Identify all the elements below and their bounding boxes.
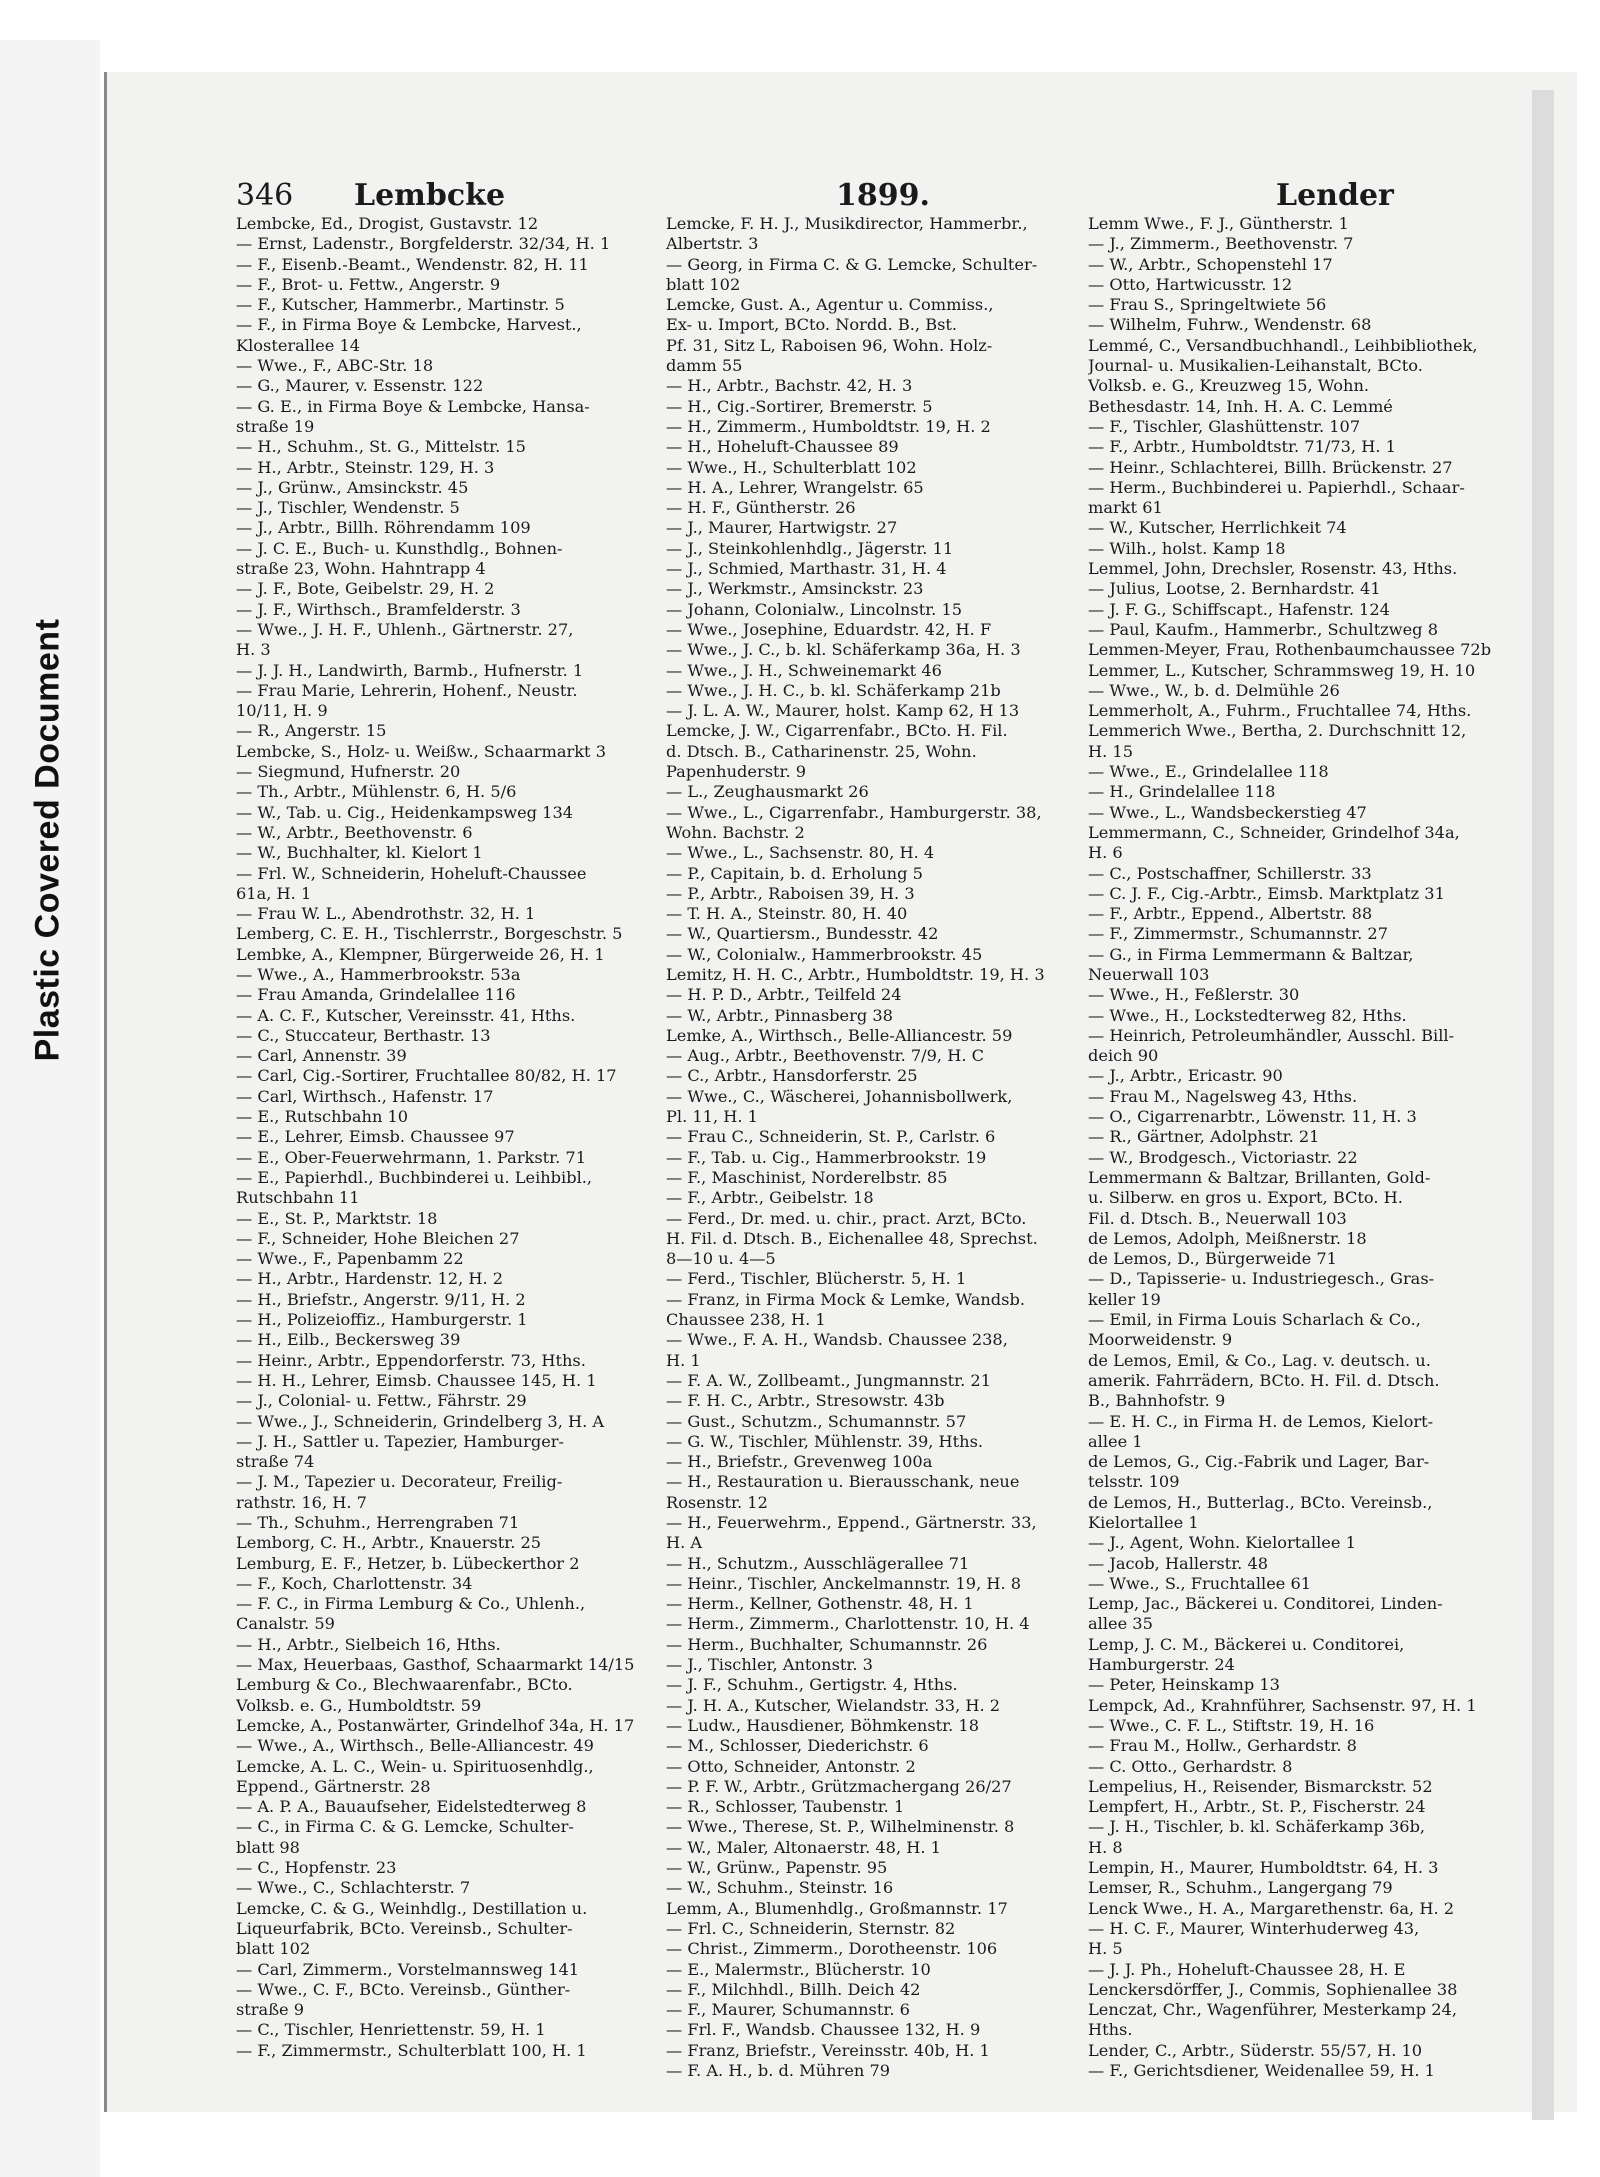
directory-entry: — Frau C., Schneiderin, St. P., Carlstr. 6 [666,1127,996,1147]
directory-entry: — H., Hoheluft-Chaussee 89 [666,437,899,457]
directory-entry: — W., Maler, Altonaerstr. 48, H. 1 [666,1837,941,1857]
directory-entry: — Herm., Kellner, Gothenstr. 48, H. 1 [666,1594,974,1614]
directory-entry: — Frl. C., Schneiderin, Sternstr. 82 [666,1918,956,1938]
directory-entry: Lemcke, F. H. J., Musikdirector, Hammerbr., [666,214,1028,233]
directory-entry: — J. C. E., Buch- u. Kunsthdlg., Bohnen- [236,538,563,558]
directory-entry: — R., Angerstr. 15 [236,721,387,741]
directory-column-2 [666,214,1096,2081]
page-header [236,178,1436,214]
directory-entry: — Th., Schuhm., Herrengraben 71 [236,1513,520,1532]
directory-entry: Albertstr. 3 [666,234,759,254]
directory-entry: — Georg, in Firma C. & G. Lemcke, Schulter- [666,254,1038,274]
directory-entry: — C. J. F., Cig.-Arbtr., Eimsb. Marktplatz 31 [1088,883,1445,903]
directory-entry: — J. F., Schuhm., Gertigstr. 4, Hths. [666,1675,958,1695]
directory-entry: — H., Arbtr., Bachstr. 42, H. 3 [666,376,913,396]
directory-entry: — Franz, in Firma Mock & Lemke, Wandsb. [666,1289,1025,1309]
directory-entry: — H. C. F., Maurer, Winterhuderweg 43, [1088,1918,1420,1938]
page-edge-shadow [1532,90,1554,2120]
directory-entry: H. 6 [1088,843,1123,863]
directory-entry: — Carl, Cig.-Sortirer, Fruchtallee 80/82, H. 17 [236,1066,617,1086]
directory-entry: — J., Tischler, Wendenstr. 5 [236,498,460,518]
directory-entry: Lemmen-Meyer, Frau, Rothenbaumchaussee 72b [1088,640,1492,660]
directory-entry: — J. J. H., Landwirth, Barmb., Hufnerstr. 1 [236,660,584,680]
directory-entry: allee 35 [1088,1614,1153,1634]
directory-entry: straße 23, Wohn. Hahntrapp 4 [236,559,486,579]
directory-entry: Lemcke, C. & G., Weinhdlg., Destillation u. [236,1898,588,1918]
directory-entry: blatt 98 [236,1837,300,1857]
directory-entry: — F. A. H., b. d. Mühren 79 [666,2061,891,2081]
directory-entry: Bethesdastr. 14, Inh. H. A. C. Lemmé [1088,396,1393,416]
directory-entry: — W., Grünw., Papenstr. 95 [666,1858,888,1878]
directory-entry: — Wwe., J. C., b. kl. Schäferkamp 36a, H. 3 [666,640,1021,660]
directory-entry: — Wwe., E., Grindelallee 118 [1088,762,1329,782]
directory-entry: — J. F., Bote, Geibelstr. 29, H. 2 [236,579,495,599]
directory-entry: — Herm., Buchhalter, Schumannstr. 26 [666,1634,988,1654]
directory-entry: straße 9 [236,2000,305,2020]
directory-entry: — E., St. P., Marktstr. 18 [236,1208,438,1228]
directory-entry: — J. H., Tischler, b. kl. Schäferkamp 36b, [1088,1817,1426,1837]
directory-entry: — W., Kutscher, Herrlichkeit 74 [1088,518,1347,538]
directory-entry: — C., Hopfenstr. 23 [236,1858,397,1878]
directory-entry: — Wwe., J. H. F., Uhlenh., Gärtnerstr. 27, [236,619,574,639]
directory-entry: — C., Arbtr., Hansdorferstr. 25 [666,1066,918,1086]
directory-entry: keller 19 [1088,1289,1161,1309]
directory-entry: — F., Arbtr., Geibelstr. 18 [666,1188,874,1208]
directory-entry: — Ludw., Hausdiener, Böhmkenstr. 18 [666,1715,980,1735]
directory-entry: — Herm., Buchbinderei u. Papierhdl., Schaar- [1088,477,1465,497]
directory-entry: damm 55 [666,356,743,376]
directory-entry: — Wwe., H., Schulterblatt 102 [666,457,917,477]
directory-entry: — F., Arbtr., Eppend., Albertstr. 88 [1088,904,1373,924]
directory-entry: Lemmer, L., Kutscher, Schrammsweg 19, H. 10 [1088,660,1476,680]
directory-entry: — Ferd., Tischler, Blücherstr. 5, H. 1 [666,1269,967,1289]
directory-entry: Canalstr. 59 [236,1614,335,1634]
directory-entry: — J. F., Wirthsch., Bramfelderstr. 3 [236,599,521,619]
directory-entry: — G. E., in Firma Boye & Lembcke, Hansa- [236,396,590,416]
directory-entry: — F., Kutscher, Hammerbr., Martinstr. 5 [236,295,565,315]
directory-entry: — Emil, in Firma Louis Scharlach & Co., [1088,1310,1421,1330]
directory-entry: — Herm., Zimmerm., Charlottenstr. 10, H. 4 [666,1614,1030,1634]
directory-entry: Lempck, Ad., Krahnführer, Sachsenstr. 97, H. 1 [1088,1695,1477,1715]
header-left-word: Lembcke [354,178,506,213]
directory-entry: — F., Tischler, Glashüttenstr. 107 [1088,416,1361,436]
directory-entry: — Frl. F., Wandsb. Chaussee 132, H. 9 [666,2020,981,2040]
directory-entry: — Th., Arbtr., Mühlenstr. 6, H. 5/6 [236,782,517,802]
directory-entry: — Heinr., Arbtr., Eppendorferstr. 73, Hths. [236,1350,586,1370]
directory-entry: blatt 102 [666,274,741,294]
header-year: 1899. [836,178,930,213]
directory-entry: de Lemos, G., Cig.-Fabrik und Lager, Bar- [1088,1452,1430,1472]
directory-entry: Lenck Wwe., H. A., Margarethenstr. 6a, H. 2 [1088,1898,1455,1918]
directory-entry: — J. F. G., Schiffscapt., Hafenstr. 124 [1088,599,1390,619]
directory-entry: — F., Milchhdl., Billh. Deich 42 [666,1979,921,1999]
directory-entry: H. 1 [666,1350,701,1370]
directory-entry: Neuerwall 103 [1088,964,1210,984]
directory-entry: Lemmerholt, A., Fuhrm., Fruchtallee 74, Hths. [1088,701,1472,721]
directory-entry: — H., Briefstr., Angerstr. 9/11, H. 2 [236,1289,526,1309]
directory-entry: — Wwe., Therese, St. P., Wilhelminenstr. 8 [666,1817,1015,1837]
directory-entry: Volksb. e. G., Humboldtstr. 59 [236,1695,482,1715]
directory-entry: — Wilh., holst. Kamp 18 [1088,538,1286,558]
directory-entry: — E., Papierhdl., Buchbinderei u. Leihbibl., [236,1167,593,1187]
directory-entry: — F., in Firma Boye & Lembcke, Harvest., [236,315,582,335]
directory-entry: Lempin, H., Maurer, Humboldtstr. 64, H. 3 [1088,1858,1439,1878]
directory-entry: d. Dtsch. B., Catharinenstr. 25, Wohn. [666,741,977,761]
directory-entry: — W., Quartiersm., Bundesstr. 42 [666,924,939,944]
directory-entry: straße 19 [236,416,315,436]
directory-entry: — W., Colonialw., Hammerbrookstr. 45 [666,944,983,964]
directory-entry: de Lemos, Adolph, Meißnerstr. 18 [1088,1228,1367,1248]
directory-entry: Papenhuderstr. 9 [666,762,807,782]
directory-entry: B., Bahnhofstr. 9 [1088,1391,1226,1411]
directory-entry: — Wwe., A., Hammerbrookstr. 53a [236,964,521,984]
directory-entry: Lembke, A., Klempner, Bürgerweide 26, H. 1 [236,944,605,964]
directory-entry: Lemmel, John, Drechsler, Rosenstr. 43, Hths. [1088,559,1458,579]
directory-entry: — J. H., Sattler u. Tapezier, Hamburger- [236,1431,564,1451]
directory-entry: — F., Arbtr., Humboldtstr. 71/73, H. 1 [1088,437,1396,457]
directory-entry: — Wwe., F., Papenbamm 22 [236,1249,464,1269]
directory-entry: — L., Zeughausmarkt 26 [666,782,869,802]
directory-entry: — J., Schmied, Marthastr. 31, H. 4 [666,559,947,579]
directory-entry: — J. M., Tapezier u. Decorateur, Freilig- [236,1472,563,1492]
directory-entry: Lemser, R., Schuhm., Langergang 79 [1088,1878,1393,1898]
directory-entry: Rutschbahn 11 [236,1188,360,1208]
directory-entry: de Lemos, H., Butterlag., BCto. Vereinsb., [1088,1492,1433,1512]
directory-entry: de Lemos, Emil, & Co., Lag. v. deutsch. u. [1088,1350,1431,1370]
directory-entry: — H. F., Güntherstr. 26 [666,498,856,518]
directory-entry: Lender, C., Arbtr., Süderstr. 55/57, H. 10 [1088,2040,1423,2060]
directory-entry: — A. C. F., Kutscher, Vereinsstr. 41, Hths. [236,1005,576,1025]
directory-entry: — Wwe., L., Cigarrenfabr., Hamburgerstr. 38, [666,802,1042,822]
directory-entry: — Frau M., Hollw., Gerhardstr. 8 [1088,1736,1357,1756]
directory-entry: — H. A., Lehrer, Wrangelstr. 65 [666,477,924,497]
directory-entry: — Gust., Schutzm., Schumannstr. 57 [666,1411,967,1431]
directory-entry: Klosterallee 14 [236,335,361,355]
directory-entry: amerik. Fahrrädern, BCto. H. Fil. d. Dtsch. [1088,1370,1440,1390]
directory-entry: — Siegmund, Hufnerstr. 20 [236,762,461,782]
directory-entry: — Franz, Briefstr., Vereinsstr. 40b, H. 1 [666,2040,990,2060]
directory-entry: — F., Brot- u. Fettw., Angerstr. 9 [236,274,501,294]
directory-entry: — D., Tapisserie- u. Industriegesch., Gras- [1088,1269,1435,1289]
directory-entry: — J., Arbtr., Billh. Röhrendamm 109 [236,518,531,538]
directory-entry: — T. H. A., Steinstr. 80, H. 40 [666,904,908,924]
directory-entry: — C., in Firma C. & G. Lemcke, Schulter- [236,1817,574,1837]
directory-entry: — Peter, Heinskamp 13 [1088,1675,1280,1695]
directory-entry: — G., in Firma Lemmermann & Baltzar, [1088,944,1414,964]
directory-entry: — F., Eisenb.-Beamt., Wendenstr. 82, H. 11 [236,254,589,274]
plastic-covered-label [18,560,78,1120]
directory-entry: — Wwe., C. F., BCto. Vereinsb., Günther- [236,1979,571,1999]
directory-entry: Hths. [1088,2020,1133,2040]
directory-entry: Lemmerich Wwe., Bertha, 2. Durchschnitt 12, [1088,721,1467,741]
directory-entry: — H. P. D., Arbtr., Teilfeld 24 [666,985,902,1005]
directory-entry: — J., Grünw., Amsinckstr. 45 [236,477,469,497]
directory-entry: — F., Tab. u. Cig., Hammerbrookstr. 19 [666,1147,987,1167]
directory-entry: — J. J. Ph., Hoheluft-Chaussee 28, H. E [1088,1959,1406,1979]
directory-entry: Lemcke, A. L. C., Wein- u. Spirituosenhdlg., [236,1756,594,1776]
directory-entry: Hamburgerstr. 24 [1088,1655,1235,1675]
directory-entry: H. 8 [1088,1837,1123,1857]
directory-entry: — Wwe., J. H. C., b. kl. Schäferkamp 21b [666,680,1001,700]
directory-entry: Lemcke, J. W., Cigarrenfabr., BCto. H. Fil. [666,721,1008,741]
directory-entry: — E. H. C., in Firma H. de Lemos, Kielort- [1088,1411,1434,1431]
directory-entry: Fil. d. Dtsch. B., Neuerwall 103 [1088,1208,1347,1228]
directory-entry: — H., Briefstr., Grevenweg 100a [666,1452,933,1472]
directory-entry: — Wwe., H., Lockstedterweg 82, Hths. [1088,1005,1407,1025]
directory-entry: Lemp, Jac., Bäckerei u. Conditorei, Linden- [1088,1594,1443,1614]
directory-entry: straße 74 [236,1452,315,1472]
directory-entry: — Wwe., S., Fruchtallee 61 [1088,1573,1312,1593]
directory-entry: — F., Maschinist, Norderelbstr. 85 [666,1167,948,1187]
directory-entry: — Wwe., Josephine, Eduardstr. 42, H. F [666,619,992,639]
directory-entry: — Carl, Wirthsch., Hafenstr. 17 [236,1086,494,1106]
directory-entry: 10/11, H. 9 [236,701,328,721]
directory-entry: Rosenstr. 12 [666,1492,768,1512]
directory-entry: — H., Polizeioffiz., Hamburgerstr. 1 [236,1310,528,1330]
directory-entry: Lemke, A., Wirthsch., Belle-Alliancestr. 59 [666,1025,1013,1045]
directory-entry: — H., Schutzm., Ausschlägerallee 71 [666,1553,970,1573]
directory-entry: Liqueurfabrik, BCto. Vereinsb., Schulter- [236,1918,573,1938]
directory-entry: — H., Restauration u. Bierausschank, neue [666,1472,1020,1492]
directory-entry: Lemmé, C., Versandbuchhandl., Leihbibliothek, [1088,335,1478,355]
directory-entry: deich 90 [1088,1046,1159,1066]
directory-entry: telsstr. 109 [1088,1472,1180,1492]
directory-entry: — Wwe., C., Schlachterstr. 7 [236,1878,471,1898]
directory-entry: — Max, Heuerbaas, Gasthof, Schaarmarkt 14/15 [236,1655,635,1675]
directory-entry: — H., Feuerwehrm., Eppend., Gärtnerstr. 33, [666,1513,1037,1532]
directory-entry: — O., Cigarrenarbtr., Löwenstr. 11, H. 3 [1088,1107,1417,1127]
directory-entry: rathstr. 16, H. 7 [236,1492,367,1512]
directory-entry: — E., Malermstr., Blücherstr. 10 [666,1959,931,1979]
directory-entry: — Wwe., L., Wandsbeckerstieg 47 [1088,802,1367,822]
directory-entry: H. 3 [236,640,271,660]
directory-entry: — P. F. W., Arbtr., Grützmachergang 26/27 [666,1776,1012,1796]
directory-entry: — Heinr., Schlachterei, Billh. Brückenstr. 27 [1088,457,1453,477]
directory-entry: — Paul, Kaufm., Hammerbr., Schultzweg 8 [1088,619,1438,639]
directory-entry: — Frau Marie, Lehrerin, Hohenf., Neustr. [236,680,578,700]
directory-entry: — F., Schneider, Hohe Bleichen 27 [236,1228,520,1248]
directory-entry: — Julius, Lootse, 2. Bernhardstr. 41 [1088,579,1381,599]
directory-entry: — H. H., Lehrer, Eimsb. Chaussee 145, H. 1 [236,1370,597,1390]
directory-entry: — Ferd., Dr. med. u. chir., pract. Arzt, BCto. [666,1208,1027,1228]
directory-entry: — J., Arbtr., Ericastr. 90 [1088,1066,1283,1086]
directory-entry: — J., Werkmstr., Amsinckstr. 23 [666,579,924,599]
directory-entry: — E., Rutschbahn 10 [236,1107,409,1127]
directory-entry: — J., Steinkohlenhdlg., Jägerstr. 11 [666,538,954,558]
directory-entry: — Wwe., W., b. d. Delmühle 26 [1088,680,1340,700]
directory-entry: — J., Maurer, Hartwigstr. 27 [666,518,898,538]
directory-column-1 [236,214,666,2061]
directory-entry: — Frau Amanda, Grindelallee 116 [236,985,516,1005]
directory-entry: — P., Arbtr., Raboisen 39, H. 3 [666,883,915,903]
directory-entry: — Wwe., F. A. H., Wandsb. Chaussee 238, [666,1330,1008,1350]
directory-entry: Lemm, A., Blumenhdlg., Großmannstr. 17 [666,1898,1008,1918]
directory-entry: — Wwe., C., Wäscherei, Johannisbollwerk, [666,1086,1013,1106]
directory-entry: Moorweidenstr. 9 [1088,1330,1233,1350]
directory-entry: — H., Zimmerm., Humboldtstr. 19, H. 2 [666,416,991,436]
directory-entry: — Heinrich, Petroleumhändler, Ausschl. Bill- [1088,1025,1455,1045]
directory-entry: — F., Gerichtsdiener, Weidenallee 59, H. 1 [1088,2061,1435,2081]
directory-entry: — F. H. C., Arbtr., Stresowstr. 43b [666,1391,945,1411]
directory-entry: allee 1 [1088,1431,1143,1451]
directory-column-3 [1088,214,1518,2081]
directory-entry: Lempelius, H., Reisender, Bismarckstr. 52 [1088,1776,1433,1796]
directory-entry: Lemburg, E. F., Hetzer, b. Lübeckerthor 2 [236,1553,580,1573]
directory-entry: 8—10 u. 4—5 [666,1249,776,1269]
directory-entry: — J. H. A., Kutscher, Wielandstr. 33, H. 2 [666,1695,1001,1715]
directory-entry: — Frau S., Springeltwiete 56 [1088,295,1327,315]
directory-entry: Lemitz, H. H. C., Arbtr., Humboldtstr. 19, H. 3 [666,964,1045,984]
directory-entry: — Wwe., F., ABC-Str. 18 [236,356,434,376]
directory-entry: Lemborg, C. H., Arbtr., Knauerstr. 25 [236,1533,542,1553]
directory-entry: — E., Ober-Feuerwehrmann, 1. Parkstr. 71 [236,1147,587,1167]
directory-entry: Lemmermann & Baltzar, Brillanten, Gold- [1088,1167,1431,1187]
directory-entry: — Wwe., A., Wirthsch., Belle-Alliancestr. 49 [236,1736,594,1756]
directory-entry: — Frl. W., Schneiderin, Hoheluft-Chaussee [236,863,587,883]
directory-entry: — F. A. W., Zollbeamt., Jungmannstr. 21 [666,1370,992,1390]
plastic-covered-text: Plastic Covered Document [28,618,67,1062]
directory-entry: — Jacob, Hallerstr. 48 [1088,1553,1269,1573]
directory-entry: — W., Tab. u. Cig., Heidenkampsweg 134 [236,802,574,822]
directory-entry: Chaussee 238, H. 1 [666,1310,826,1330]
directory-entry: — R., Schlosser, Taubenstr. 1 [666,1797,905,1817]
directory-entry: Ex- u. Import, BCto. Nordd. B., Bst. [666,315,958,335]
directory-entry: — H., Grindelallee 118 [1088,782,1276,802]
header-right-word: Lender [1276,178,1394,213]
directory-entry: — H., Arbtr., Hardenstr. 12, H. 2 [236,1269,504,1289]
directory-entry: Lemburg & Co., Blechwaarenfabr., BCto. [236,1675,573,1695]
directory-entry: Lemm Wwe., F. J., Güntherstr. 1 [1088,214,1349,233]
directory-entry: 61a, H. 1 [236,883,312,903]
directory-entry: — C., Tischler, Henriettenstr. 59, H. 1 [236,2020,546,2040]
directory-entry: H. 5 [1088,1939,1123,1959]
directory-entry: — W., Schuhm., Steinstr. 16 [666,1878,894,1898]
directory-entry: — Wwe., H., Feßlerstr. 30 [1088,985,1300,1005]
directory-entry: — Wwe., C. F. L., Stiftstr. 19, H. 16 [1088,1715,1375,1735]
directory-entry: — H., Cig.-Sortirer, Bremerstr. 5 [666,396,933,416]
directory-entry: — Aug., Arbtr., Beethovenstr. 7/9, H. C [666,1046,985,1066]
directory-entry: — R., Gärtner, Adolphstr. 21 [1088,1127,1320,1147]
directory-entry: — W., Brodgesch., Victoriastr. 22 [1088,1147,1358,1167]
directory-entry: — W., Arbtr., Beethovenstr. 6 [236,822,473,842]
directory-entry: — J. L. A. W., Maurer, holst. Kamp 62, H 13 [666,701,1020,721]
directory-entry: — Frau W. L., Abendrothstr. 32, H. 1 [236,904,536,924]
directory-entry: — W., Arbtr., Schopenstehl 17 [1088,254,1333,274]
directory-entry: — J., Colonial- u. Fettw., Fährstr. 29 [236,1391,527,1411]
directory-entry: Lenckersdörffer, J., Commis, Sophienallee 38 [1088,1979,1458,1999]
directory-entry: — A. P. A., Bauaufseher, Eidelstedterweg 8 [236,1797,587,1817]
directory-entry: u. Silberw. en gros u. Export, BCto. H. [1088,1188,1403,1208]
directory-entry: — Wilhelm, Fuhrw., Wendenstr. 68 [1088,315,1372,335]
directory-entry: Lemberg, C. E. H., Tischlerrstr., Borgeschstr. 5 [236,924,623,944]
directory-entry: H. 15 [1088,741,1134,761]
directory-entry: — J., Agent, Wohn. Kielortallee 1 [1088,1533,1356,1553]
directory-entry: Pf. 31, Sitz L, Raboisen 96, Wohn. Holz- [666,335,993,355]
directory-entry: — Frau M., Nagelsweg 43, Hths. [1088,1086,1358,1106]
directory-entry: — Ernst, Ladenstr., Borgfelderstr. 32/34, H. 1 [236,234,611,254]
page-number: 346 [236,178,294,213]
directory-entry: — Otto, Schneider, Antonstr. 2 [666,1756,916,1776]
directory-entry: H. A [666,1533,703,1553]
directory-entry: — C., Stuccateur, Berthastr. 13 [236,1025,491,1045]
directory-entry: — G., Maurer, v. Essenstr. 122 [236,376,484,396]
directory-entry: Lembcke, S., Holz- u. Weißw., Schaarmarkt 3 [236,741,607,761]
directory-entry: blatt 102 [236,1939,311,1959]
directory-entry: Lemp, J. C. M., Bäckerei u. Conditorei, [1088,1634,1405,1654]
directory-entry: — F., Zimmermstr., Schumannstr. 27 [1088,924,1388,944]
directory-entry: — Carl, Annenstr. 39 [236,1046,407,1066]
directory-entry: Lempfert, H., Arbtr., St. P., Fischerstr. 24 [1088,1797,1426,1817]
directory-entry: de Lemos, D., Bürgerweide 71 [1088,1249,1337,1269]
directory-entry: — Johann, Colonialw., Lincolnstr. 15 [666,599,963,619]
directory-entry: — H., Arbtr., Sielbeich 16, Hths. [236,1634,501,1654]
directory-entry: — W., Arbtr., Pinnasberg 38 [666,1005,893,1025]
directory-entry: — W., Buchhalter, kl. Kielort 1 [236,843,483,863]
directory-entry: — J., Zimmerm., Beethovenstr. 7 [1088,234,1354,254]
directory-entry: — Wwe., J., Schneiderin, Grindelberg 3, H. A [236,1411,605,1431]
directory-entry: Kielortallee 1 [1088,1513,1199,1532]
directory-entry: Eppend., Gärtnerstr. 28 [236,1776,431,1796]
directory-entry: Lemcke, A., Postanwärter, Grindelhof 34a, H. 17 [236,1715,635,1735]
directory-entry: — H., Schuhm., St. G., Mittelstr. 15 [236,437,526,457]
directory-entry: — Christ., Zimmerm., Dorotheenstr. 106 [666,1939,998,1959]
directory-entry: — E., Lehrer, Eimsb. Chaussee 97 [236,1127,515,1147]
directory-entry: — M., Schlosser, Diederichstr. 6 [666,1736,929,1756]
directory-entry: Lemmermann, C., Schneider, Grindelhof 34a, [1088,822,1460,842]
directory-entry: — H., Arbtr., Steinstr. 129, H. 3 [236,457,495,477]
directory-entry: — P., Capitain, b. d. Erholung 5 [666,863,923,883]
directory-entry: — F., Koch, Charlottenstr. 34 [236,1573,473,1593]
directory-entry: Journal- u. Musikalien-Leihanstalt, BCto. [1088,356,1423,376]
directory-entry: — C. Otto., Gerhardstr. 8 [1088,1756,1293,1776]
directory-entry: — Carl, Zimmerm., Vorstelmannsweg 141 [236,1959,580,1979]
directory-entry: Pl. 11, H. 1 [666,1107,758,1127]
directory-entry: H. Fil. d. Dtsch. B., Eichenallee 48, Sprechst. [666,1228,1038,1248]
directory-entry: — F., Zimmermstr., Schulterblatt 100, H. 1 [236,2040,587,2060]
directory-entry: — F. C., in Firma Lemburg & Co., Uhlenh., [236,1594,586,1614]
directory-entry: Wohn. Bachstr. 2 [666,822,805,842]
directory-entry: Volksb. e. G., Kreuzweg 15, Wohn. [1088,376,1370,396]
directory-entry: — C., Postschaffner, Schillerstr. 33 [1088,863,1372,883]
directory-entry: Lembcke, Ed., Drogist, Gustavstr. 12 [236,214,539,233]
directory-entry: — Wwe., J. H., Schweinemarkt 46 [666,660,942,680]
directory-entry: — Heinr., Tischler, Anckelmannstr. 19, H. 8 [666,1573,1022,1593]
directory-entry: Lenczat, Chr., Wagenführer, Mesterkamp 24, [1088,2000,1458,2020]
directory-entry: — H., Eilb., Beckersweg 39 [236,1330,461,1350]
directory-entry: markt 61 [1088,498,1163,518]
directory-entry: — G. W., Tischler, Mühlenstr. 39, Hths. [666,1431,984,1451]
directory-entry: — F., Maurer, Schumannstr. 6 [666,2000,910,2020]
directory-entry: — J., Tischler, Antonstr. 3 [666,1655,873,1675]
directory-entry: Lemcke, Gust. A., Agentur u. Commiss., [666,295,994,315]
directory-entry: — Wwe., L., Sachsenstr. 80, H. 4 [666,843,935,863]
directory-entry: — Otto, Hartwicusstr. 12 [1088,274,1293,294]
